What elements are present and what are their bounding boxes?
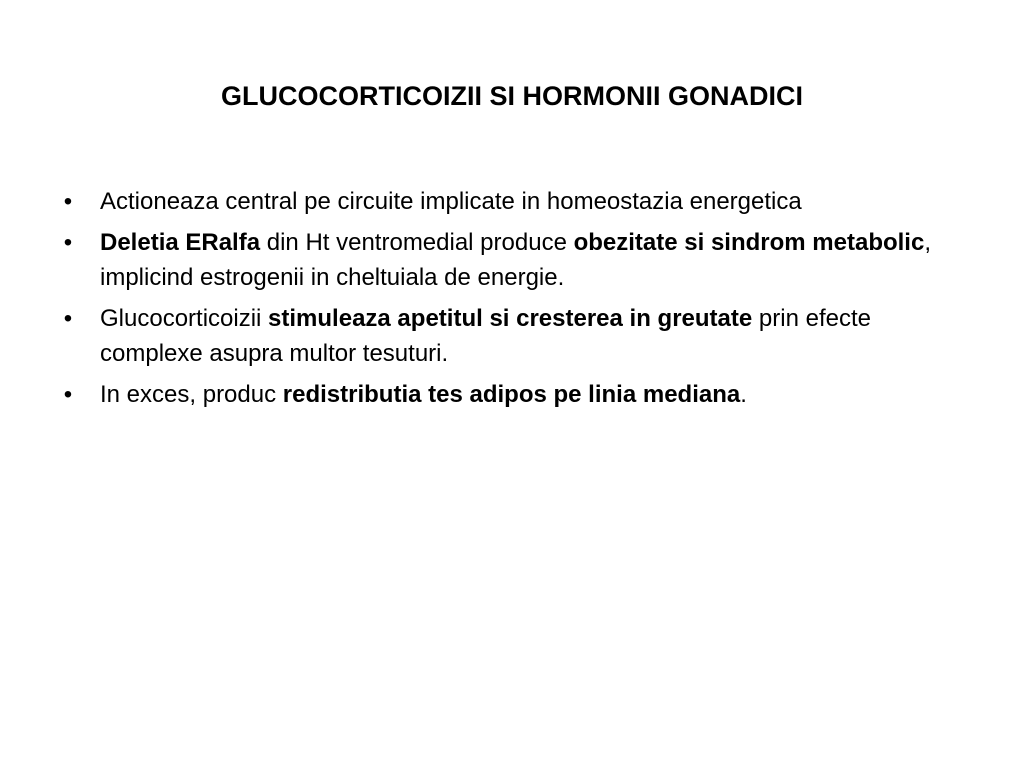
bullet-text-segment: din Ht ventromedial produce xyxy=(260,229,574,256)
bullet-text-bold-segment: stimuleaza apetitul si cresterea in greutate xyxy=(268,305,753,332)
bullet-item xyxy=(56,377,956,412)
bullet-text-segment: , implicind estrogenii in cheltuiala de energie. xyxy=(100,229,931,291)
bullet-text-segment: prin efecte complexe asupra multor tesuturi. xyxy=(100,305,871,367)
bullet-icon: • xyxy=(63,188,73,215)
bullet-text-segment: Actioneaza central pe circuite implicate in homeostazia energetica xyxy=(100,188,802,215)
bullet-text-segment: In exces, produc xyxy=(100,381,283,408)
bullet-icon: • xyxy=(63,381,73,408)
bullet-icon: • xyxy=(63,305,73,332)
bullet-text-bold-segment: obezitate si sindrom metabolic xyxy=(573,229,925,256)
bullet-text-segment: . xyxy=(740,381,747,408)
bullet-item xyxy=(56,301,956,371)
bullet-icon: • xyxy=(63,229,73,256)
bullet-text-bold-segment: redistributia tes adipos pe linia mediana xyxy=(282,381,741,408)
slide-title: GLUCOCORTICOIZII SI HORMONII GONADICI xyxy=(221,81,803,111)
bullet-list xyxy=(56,184,956,418)
bullet-item xyxy=(56,225,956,295)
bullet-item xyxy=(56,184,956,219)
bullet-text-bold-segment: Deletia ERalfa xyxy=(100,229,261,256)
bullet-text-segment: Glucocorticoizii xyxy=(100,305,269,332)
